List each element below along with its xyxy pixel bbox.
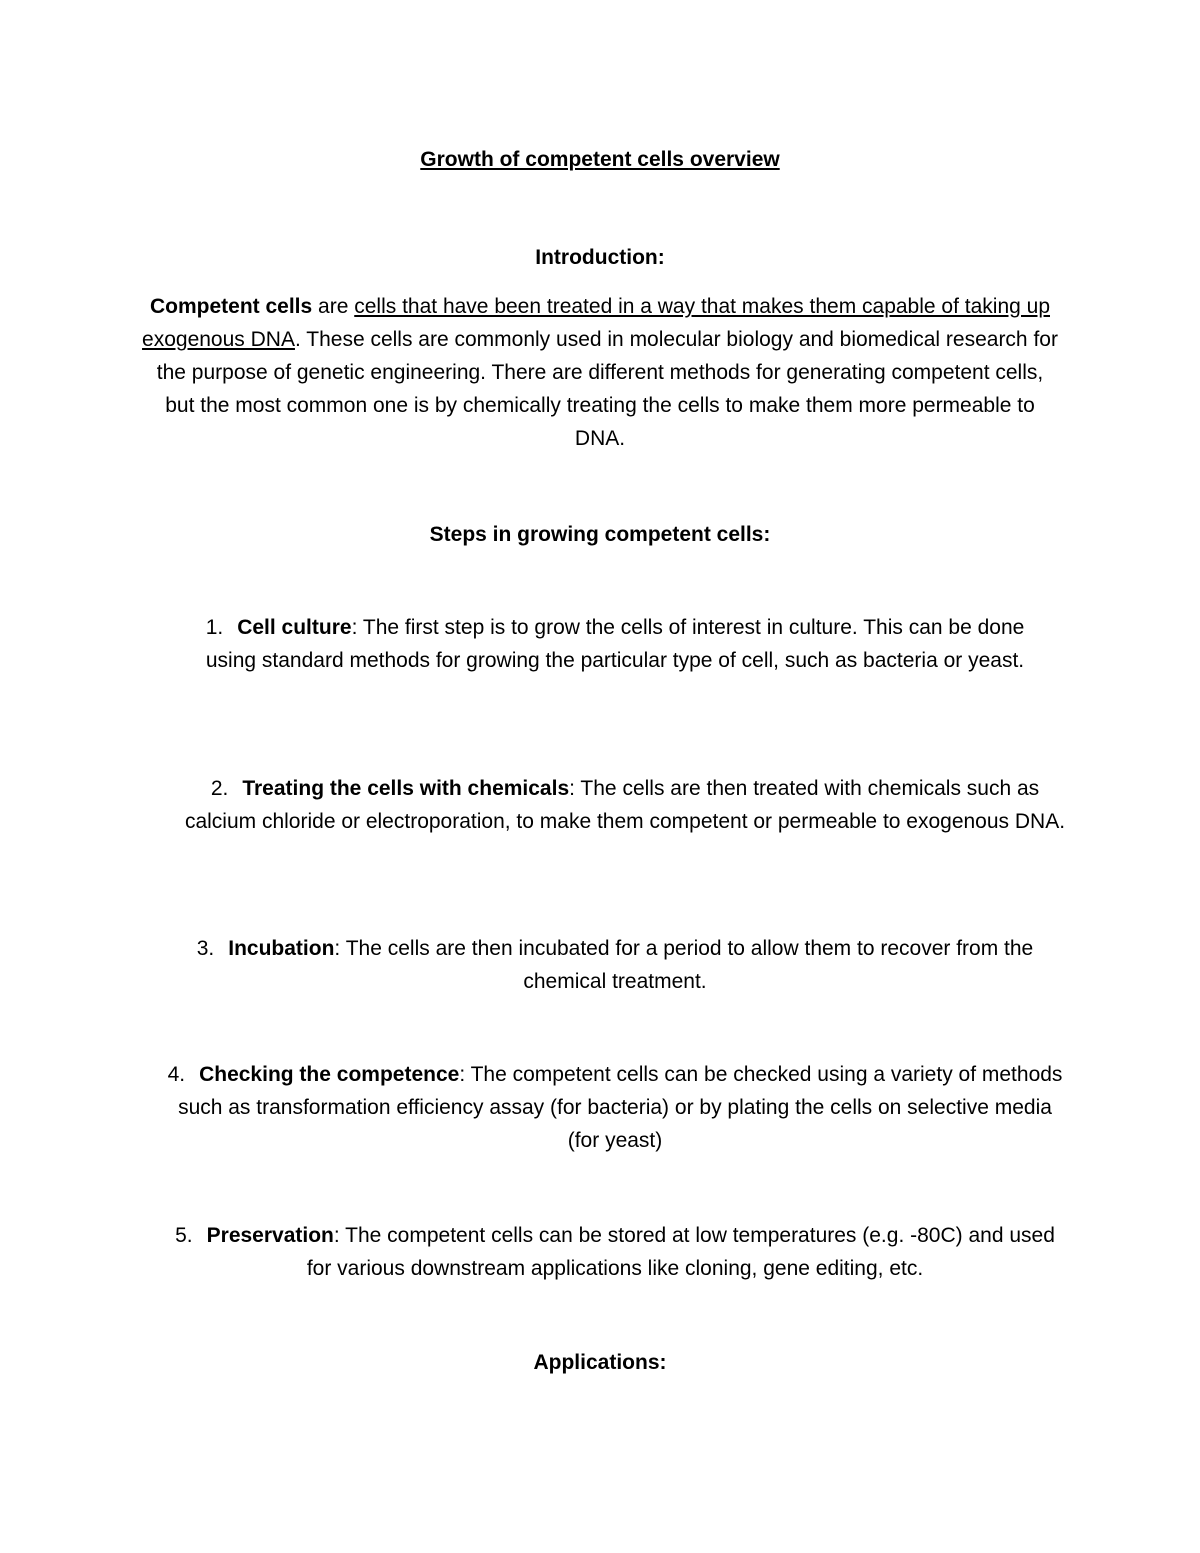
introduction-paragraph <box>140 290 1060 455</box>
intro-underlined-definition: cells that have been treated in a way that makes them capable of taking up exogenous DNA <box>142 295 1050 351</box>
step-item <box>180 611 1050 677</box>
step-text: : The competent cells can be checked using a variety of methods such as transformation efficiency assay (for bacteria) or by plating the cells on selective media (for yeast) <box>178 1063 1063 1152</box>
step-label: Incubation <box>228 937 335 960</box>
step-number: 5. <box>175 1224 193 1247</box>
step-item <box>180 772 1070 838</box>
step-label: Treating the cells with chemicals <box>242 777 570 800</box>
step-text: : The cells are then incubated for a period to allow them to recover from the chemical treatment. <box>334 937 1034 993</box>
step-item <box>160 1058 1070 1157</box>
step-text: : The first step is to grow the cells of interest in culture. This can be done using standard methods for growing the particular type of cell, such as bacteria or yeast. <box>205 616 1025 672</box>
intro-connector: are <box>312 295 355 318</box>
step-item <box>180 932 1050 998</box>
step-number: 1. <box>205 616 224 639</box>
step-number: 3. <box>196 937 215 960</box>
applications-heading: Applications: <box>533 1351 667 1374</box>
intro-rest: . These cells are commonly used in molecular biology and biomedical research for the purpose of genetic engineering. There are different methods for generating competent cells, but the most common one is by chemically treating the cells to make them more permeable to DNA. <box>156 328 1058 450</box>
introduction-heading: Introduction: <box>535 246 665 269</box>
step-text: : The cells are then treated with chemicals such as calcium chloride or electroporation, to make them competent or permeable to exogenous DNA. <box>184 777 1066 833</box>
step-label: Checking the competence <box>199 1063 460 1086</box>
step-number: 4. <box>167 1063 186 1086</box>
step-number: 2. <box>210 777 229 800</box>
document-title: Growth of competent cells overview <box>420 148 780 171</box>
intro-bold-term: Competent cells <box>149 295 313 318</box>
step-label: Cell culture <box>237 616 352 639</box>
step-label: Preservation <box>206 1224 334 1247</box>
step-item <box>170 1219 1060 1285</box>
steps-heading: Steps in growing competent cells: <box>429 523 771 546</box>
step-text: : The competent cells can be stored at low temperatures (e.g. -80C) and used for various downstream applications like cloning, gene editing, etc. <box>306 1224 1055 1280</box>
